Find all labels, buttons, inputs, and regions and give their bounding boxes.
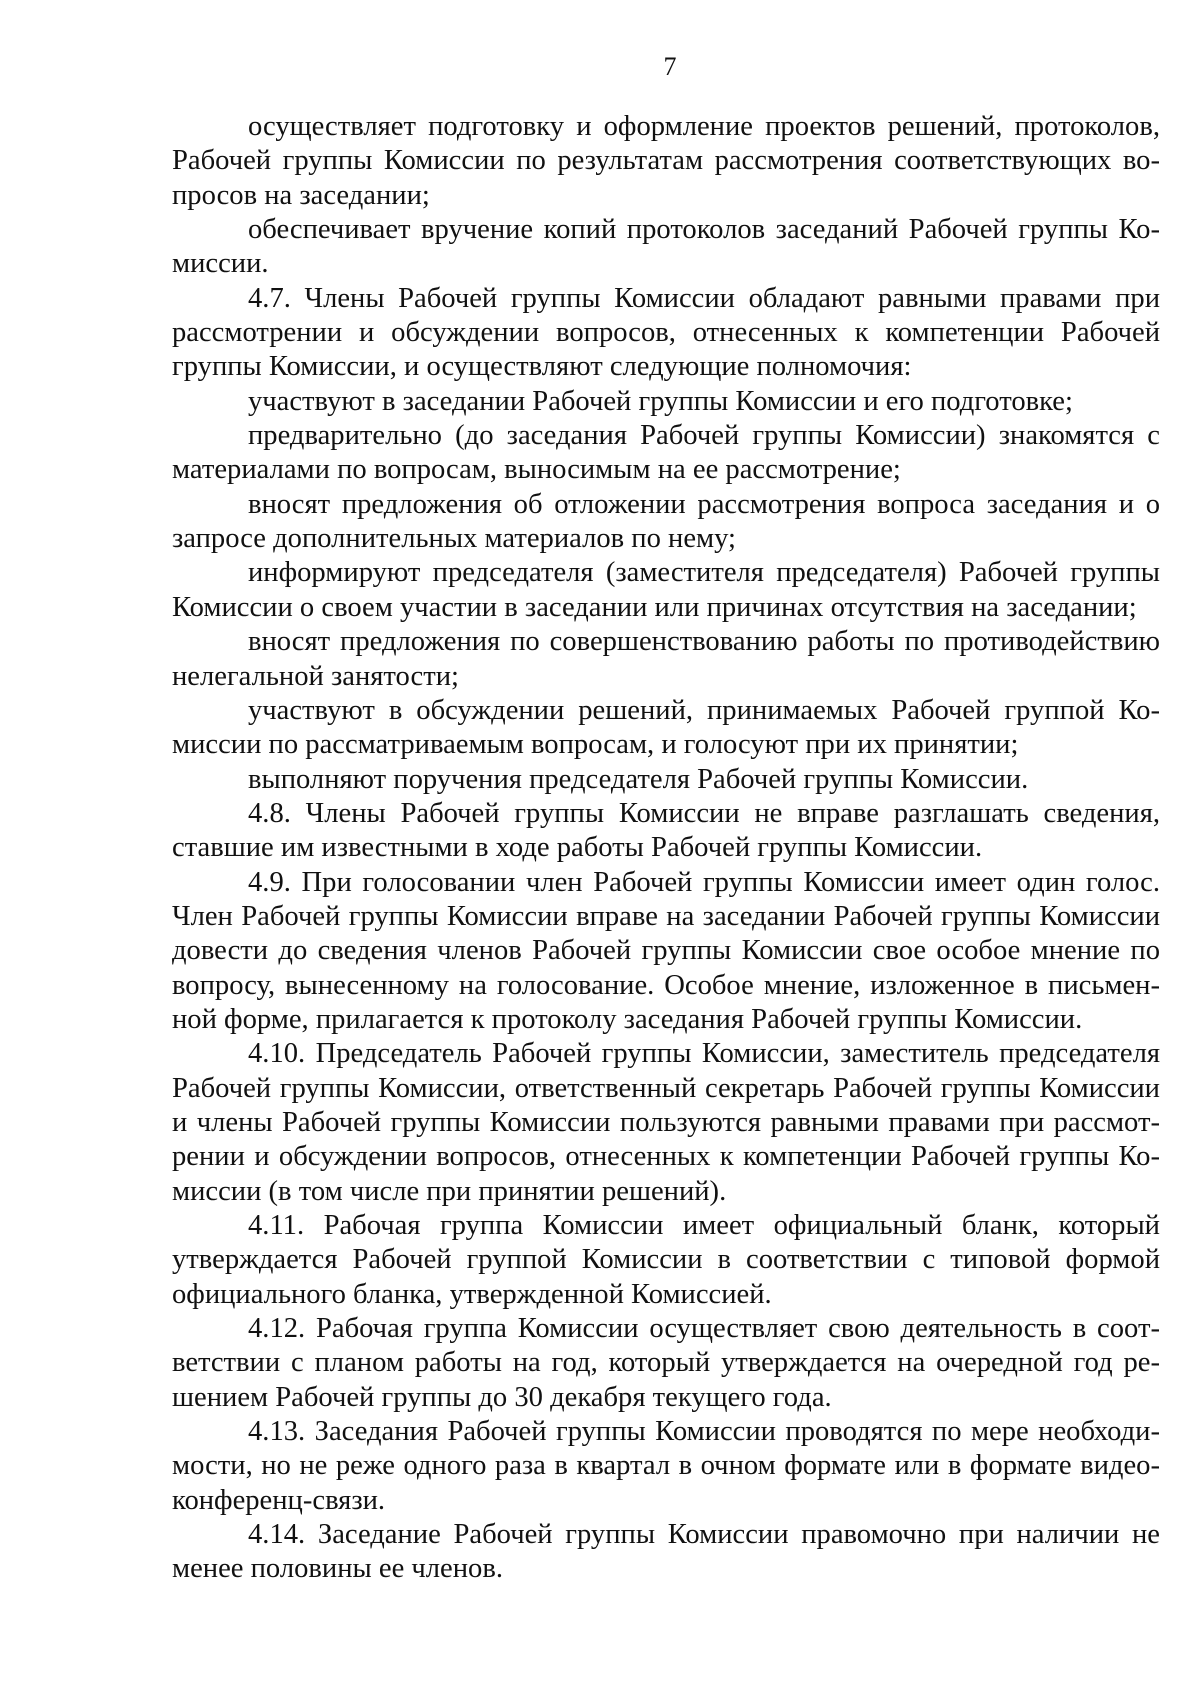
paragraph: 4.8. Члены Рабочей группы Комиссии не вправе разглашать сведения, ставшие им известными в ходе работы Рабочей группы Комиссии. bbox=[172, 797, 1160, 864]
page-number: 7 bbox=[663, 52, 677, 81]
paragraph: участвуют в заседании Рабочей группы Комиссии и его подготовке; bbox=[248, 385, 1073, 417]
paragraph: 4.11. Рабочая группа Комиссии имеет официальный бланк, который утверждается Рабочей группой Комиссии в соответствии с типовой формой официального бланка, утвержденной Комиссией. bbox=[172, 1210, 1160, 1310]
paragraph: осуществляет подготовку и оформление проектов решений, протоколов, Рабочей группы Комиссии по результатам рассмотрения соответствующих вопросов на заседании; bbox=[172, 111, 1160, 211]
paragraph: предварительно (до заседания Рабочей группы Комиссии) знакомятся с материалами по вопросам, выносимым на ее рассмотрение; bbox=[172, 420, 1160, 486]
paragraph: 4.10. Председатель Рабочей группы Комиссии, заместитель председателя Рабочей группы Комиссии, ответственный секретарь Рабочей группы Комиссии и члены Рабочей группы Комиссии пользуются равными правами при рассмотрении и обсуждении вопросов, отнесенных к компетенции Рабочей группы Комиссии (в том числе при принятии решений). bbox=[172, 1038, 1160, 1207]
paragraph: 4.14. Заседание Рабочей группы Комиссии правомочно при наличии не менее половины ее членов. bbox=[172, 1519, 1160, 1585]
body-text bbox=[172, 110, 1160, 1587]
paragraph: вносят предложения об отложении рассмотрения вопроса заседания и о запросе дополнительных материалов по нему; bbox=[172, 488, 1160, 555]
paragraph: обеспечивает вручение копий протоколов заседаний Рабочей группы Комиссии. bbox=[172, 214, 1160, 280]
paragraph: вносят предложения по совершенствованию работы по противодействию нелегальной занятости; bbox=[172, 626, 1160, 692]
paragraph: 4.13. Заседания Рабочей группы Комиссии проводятся по мере необходимости, но не реже одного раза в квартал в очном формате или в формате видеоконференц-связи. bbox=[172, 1416, 1160, 1516]
paragraph: 4.9. При голосовании член Рабочей группы Комиссии имеет один голос. Член Рабочей группы Комиссии вправе на заседании Рабочей группы Комиссии довести до сведения членов Рабочей группы Комиссии свое особое мнение по вопросу, вынесенному на голосование. Особое мнение, изложенное в письменной форме, прилагается к протоколу заседания Рабочей группы Комиссии. bbox=[172, 866, 1160, 1035]
paragraph: информируют председателя (заместителя председателя) Рабочей группы Комиссии о своем участии в заседании или причинах отсутствия на заседании; bbox=[172, 557, 1160, 623]
paragraph: 4.12. Рабочая группа Комиссии осуществляет свою деятельность в соответствии с планом работы на год, который утверждается на очередной год решением Рабочей группы до 30 декабря текущего года. bbox=[172, 1313, 1160, 1413]
paragraph: участвуют в обсуждении решений, принимаемых Рабочей группой Комиссии по рассматриваемым вопросам, и голосуют при их принятии; bbox=[172, 694, 1160, 761]
paragraph: выполняют поручения председателя Рабочей группы Комиссии. bbox=[248, 763, 1029, 795]
paragraph: 4.7. Члены Рабочей группы Комиссии обладают равными правами при рассмотрении и обсуждении вопросов, отнесенных к компетенции Рабочей группы Комиссии, и осуществляют следующие полномочия: bbox=[172, 282, 1160, 383]
